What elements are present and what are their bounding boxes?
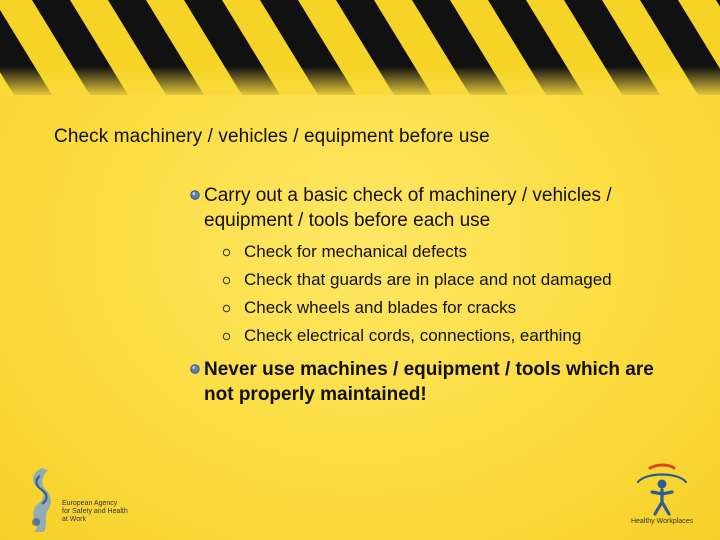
eu-osha-line3: at Work [62, 516, 86, 523]
hazard-stripe-band [0, 0, 720, 95]
eu-osha-logo-icon [22, 464, 58, 534]
slide-title: Check machinery / vehicles / equipment before use [54, 126, 490, 147]
eu-osha-logo-text [62, 500, 152, 524]
bullet-text: Never use machines / equipment / tools which are not properly maintained! [204, 359, 654, 405]
eu-osha-line2: for Safety and Health [62, 508, 128, 515]
bullet-item-1 [190, 183, 670, 233]
bullet-item-2 [190, 357, 670, 407]
sub-bullet-item-3 [222, 298, 682, 318]
sub-bullet-icon [222, 248, 231, 257]
hazard-stripe-fade [0, 0, 720, 95]
eu-osha-logo [22, 464, 152, 534]
sub-bullet-item-1 [222, 242, 682, 262]
sub-bullet-text: Check wheels and blades for cracks [244, 298, 517, 317]
sub-bullet-icon [222, 332, 231, 341]
sub-bullet-icon [222, 276, 231, 285]
sub-bullet-item-4 [222, 326, 682, 346]
bullet-text: Carry out a basic check of machinery / vehicles / equipment / tools before each use [204, 185, 612, 231]
sub-bullet-text: Check electrical cords, connections, earthing [244, 326, 582, 345]
sub-bullet-text: Check that guards are in place and not damaged [244, 270, 612, 289]
healthy-workplaces-logo-text: Healthy Workplaces [630, 518, 694, 525]
sub-bullet-text: Check for mechanical defects [244, 242, 467, 261]
bullet-icon [190, 364, 200, 374]
healthy-workplaces-logo [624, 462, 700, 534]
sub-bullet-item-2 [222, 270, 682, 290]
bullet-icon [190, 190, 200, 200]
eu-osha-line1: European Agency [62, 500, 118, 507]
healthy-workplaces-logo-icon [624, 462, 700, 518]
hazard-stripes-graphic [0, 0, 720, 95]
sub-bullet-icon [222, 304, 231, 313]
